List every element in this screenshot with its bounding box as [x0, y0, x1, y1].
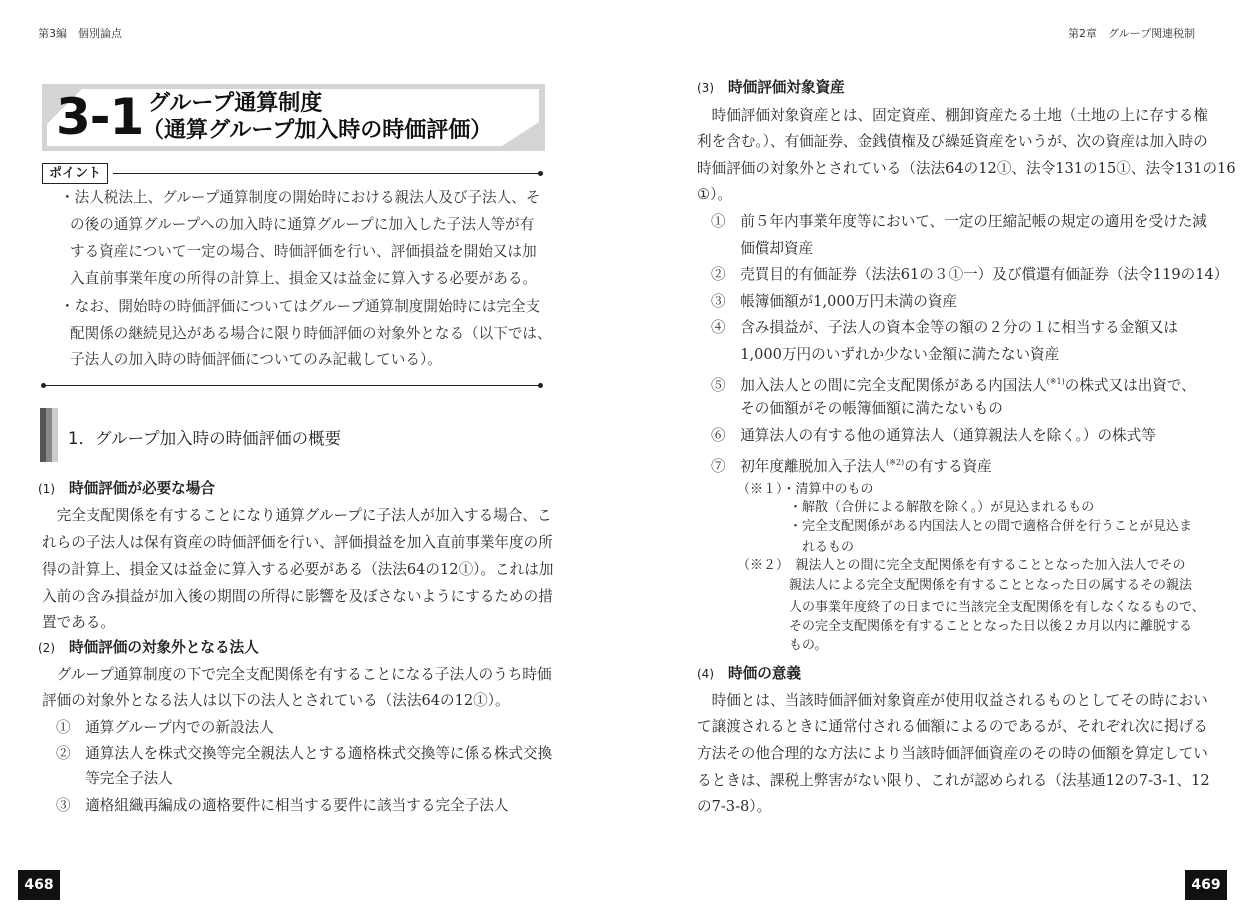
running-header-left: 第3編 個別論点	[38, 27, 122, 40]
point-line: 配関係の継続見込がある場合に限り時価評価の対象外となる（以下では、	[70, 325, 552, 342]
list-item: 1,000万円のいずれか少ない金額に満たない資産	[711, 346, 1060, 363]
list-item: ⑦ 初年度離脱加入子法人$^{(※2)}$の有する資産	[711, 457, 992, 475]
rule-dot	[538, 383, 543, 388]
list-item: ① 前５年内事業年度等において、一定の圧縮記帳の規定の適用を受けた減	[711, 213, 1207, 230]
footnote-line: （※２） 親法人との間に完全支配関係を有することとなった加入法人でその	[737, 558, 1186, 573]
list-item: 価償却資産	[711, 240, 814, 257]
running-header-right: 第2章 グループ関連税制	[1068, 27, 1196, 40]
list-item: ① 通算グループ内での新設法人	[56, 719, 274, 736]
body-line: 方法その他合理的な方法により当該時価評価資産のその時の価額を算定してい	[697, 745, 1208, 762]
chapter-number: 3-1	[56, 88, 144, 146]
body-line: グループ通算制度の下で完全支配関係を有することになる子法人のうち時価	[42, 666, 552, 683]
point-line: する資産について一定の場合、時価評価を行い、評価損益を開始又は加	[70, 243, 537, 260]
point-line: 子法人の加入時の時価評価についてのみ記載している）。	[70, 351, 442, 368]
list-item: その価額がその帳簿価額に満たないもの	[711, 400, 1003, 417]
footnote-line: もの。	[737, 638, 828, 653]
page-number-right: 469	[1185, 870, 1227, 900]
footnote-line: 人の事業年度終了の日までに当該完全支配関係を有しなくなるもので、	[737, 600, 1205, 615]
body-line: るときは、課税上弊害がない限り、これが認められる（法基通12の7-3-1、12	[697, 772, 1210, 789]
list-item: ④ 含み損益が、子法人の資本金等の額の２分の１に相当する金額又は	[711, 319, 1179, 336]
footnote-line: れるもの	[737, 540, 855, 555]
footnote-line: その完全支配関係を有することとなった日以後２カ月以内に離脱する	[737, 619, 1193, 634]
footnote-line: ・解散（合併による解散を除く。）が見込まれるもの	[737, 500, 1095, 515]
subsection-heading-2: (2) 時価評価の対象外となる法人	[38, 639, 259, 656]
body-line: 完全支配関係を有することになり通算グループに子法人が加入する場合、こ	[42, 507, 552, 524]
list-item: ② 通算法人を株式交換等完全親法人とする適格株式交換等に係る株式交換	[56, 745, 553, 762]
body-line: 評価の対象外となる法人は以下の法人とされている（法法64の12①）。	[42, 692, 510, 709]
body-line: 時価評価の対象外とされている（法法64の12①、法令131の15①、法令131の16	[697, 160, 1236, 177]
footnote-line: （※１）・清算中のもの	[737, 482, 874, 497]
rule-dot	[538, 171, 543, 176]
list-item: 等完全子法人	[56, 770, 173, 787]
section-heading: 1．グループ加入時の時価評価の概要	[68, 429, 342, 448]
subsection-heading-4: (4) 時価の意義	[697, 665, 801, 682]
point-top-rule	[113, 173, 541, 174]
list-item: ③ 帳簿価額が1,000万円未満の資産	[711, 293, 958, 310]
section-heading-bar	[40, 408, 58, 462]
subsection-heading-1: (1) 時価評価が必要な場合	[38, 480, 215, 497]
point-line: の後の通算グループへの加入時に通算グループに加入した子法人等が有	[70, 216, 535, 233]
body-line: 時価とは、当該時価評価対象資産が使用収益されるものとしてその時におい	[697, 692, 1208, 709]
chapter-title-line-2: （通算グループ加入時の時価評価）	[142, 118, 493, 143]
point-bottom-rule	[44, 385, 540, 386]
body-line: 入前の含み損益が加入後の期間の所得に影響を及ぼさないようにするための措	[42, 588, 553, 605]
footnote-line: 親法人による完全支配関係を有することとなった日の属するその親法	[737, 578, 1193, 593]
body-line: 得の計算上、損金又は益金に算入する必要がある（法法64の12①）。これは加	[42, 561, 554, 578]
rule-dot	[41, 383, 46, 388]
footnote-line: ・完全支配関係がある内国法人との間で適格合併を行うことが見込ま	[737, 519, 1193, 534]
list-item: ② 売買目的有価証券（法法61の３①一）及び償還有価証券（法令119の14）	[711, 266, 1229, 283]
point-line: ・法人税法上、グループ通算制度の開始時における親法人及び子法人、そ	[60, 189, 541, 206]
subsection-heading-3: (3) 時価評価対象資産	[697, 79, 845, 96]
body-line: 置である。	[42, 614, 115, 631]
list-item: ⑥ 通算法人の有する他の通算法人（通算親法人を除く。）の株式等	[711, 427, 1156, 444]
body-line: て譲渡されるときに通常付される価額によるのであるが、それぞれ次に掲げる	[697, 718, 1208, 735]
body-line: の7-3-8）。	[697, 798, 772, 815]
body-line: 時価評価対象資産とは、固定資産、棚卸資産たる土地（土地の上に存する権	[697, 107, 1208, 124]
body-line: ①）。	[697, 186, 732, 203]
body-line: 利を含む。）、有価証券、金銭債権及び繰延資産をいうが、次の資産は加入時の	[697, 133, 1208, 150]
chapter-title-line-1: グループ通算制度	[148, 91, 323, 116]
point-line: ・なお、開始時の時価評価についてはグループ通算制度開始時には完全支	[60, 298, 541, 315]
body-line: れらの子法人は保有資産の時価評価を行い、評価損益を加入直前事業年度の所	[42, 534, 553, 551]
list-item: ③ 適格組織再編成の適格要件に相当する要件に該当する完全子法人	[56, 797, 509, 814]
page-number-left: 468	[18, 870, 60, 900]
point-line: 入直前事業年度の所得の計算上、損金又は益金に算入する必要がある。	[70, 270, 538, 287]
list-item: ⑤ 加入法人との間に完全支配関係がある内国法人$^{(※1)}$の株式又は出資で、	[711, 376, 1196, 394]
point-label: ポイント	[42, 163, 108, 184]
chapter-title-banner	[42, 84, 545, 151]
